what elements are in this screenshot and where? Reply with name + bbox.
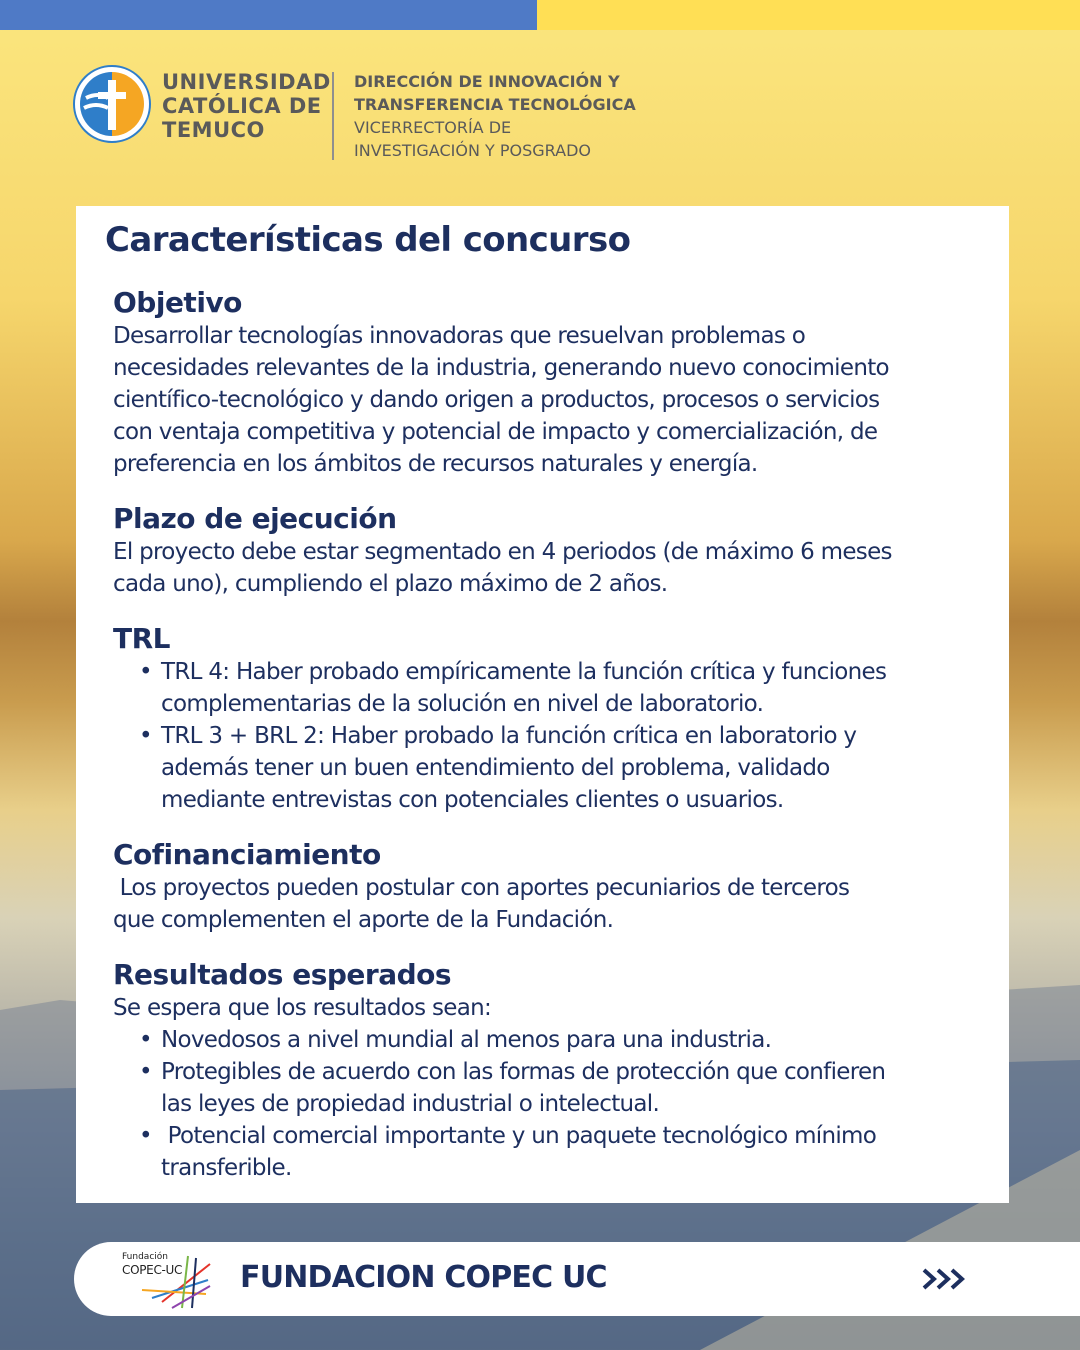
university-name-line-3: TEMUCO bbox=[162, 118, 265, 142]
cofinanciamiento-line: que complementen el aporte de la Fundación. bbox=[113, 907, 614, 933]
list-item-line: • Protegibles de acuerdo con las formas de protección que confieren bbox=[161, 1059, 886, 1085]
logo-small-text: Fundación bbox=[122, 1252, 168, 1262]
trl-list bbox=[113, 656, 983, 816]
cofinanciamiento-text bbox=[113, 872, 983, 936]
objetivo-line: necesidades relevantes de la industria, generando nuevo conocimiento bbox=[113, 355, 889, 381]
university-name bbox=[162, 70, 332, 142]
fundacion-copec-logo bbox=[122, 1250, 212, 1310]
department-line-1: DIRECCIÓN DE INNOVACIÓN Y bbox=[354, 72, 620, 91]
objetivo-line: Desarrollar tecnologías innovadoras que resuelvan problemas o bbox=[113, 323, 806, 349]
plazo-line: cada uno), cumpliendo el plazo máximo de 2 años. bbox=[113, 571, 668, 597]
triple-chevron-right-icon[interactable] bbox=[922, 1266, 968, 1292]
list-item-line: • TRL 3 + BRL 2: Haber probado la función crítica en laboratorio y bbox=[161, 723, 857, 749]
content-card bbox=[76, 206, 1009, 1203]
footer-banner[interactable] bbox=[74, 1242, 1080, 1316]
plazo-line: El proyecto debe estar segmentado en 4 periodos (de máximo 6 meses bbox=[113, 539, 892, 565]
section-heading-trl: TRL bbox=[113, 622, 171, 655]
university-logo bbox=[72, 64, 152, 144]
resultados-intro-line: Se espera que los resultados sean: bbox=[113, 995, 492, 1021]
university-name-line-1: UNIVERSIDAD bbox=[162, 70, 331, 94]
list-item-line: mediante entrevistas con potenciales clientes o usuarios. bbox=[161, 787, 784, 813]
objetivo-line: con ventaja competitiva y potencial de impacto y comercialización, de bbox=[113, 419, 878, 445]
list-item-line: complementarias de la solución en nivel de laboratorio. bbox=[161, 691, 764, 717]
card-content bbox=[113, 286, 983, 1184]
list-item-line: • Potencial comercial importante y un paquete tecnológico mínimo bbox=[161, 1123, 877, 1149]
resultados-list bbox=[113, 1024, 983, 1184]
header-divider bbox=[332, 72, 334, 160]
list-item-line: transferible. bbox=[161, 1155, 292, 1181]
objetivo-line: científico-tecnológico y dando origen a productos, procesos o servicios bbox=[113, 387, 880, 413]
card-title: Características del concurso bbox=[105, 220, 631, 260]
list-item-line: además tener un buen entendimiento del problema, validado bbox=[161, 755, 830, 781]
section-heading-resultados: Resultados esperados bbox=[113, 958, 452, 991]
objetivo-text bbox=[113, 320, 983, 480]
list-item bbox=[113, 1120, 983, 1184]
list-item-line: las leyes de propiedad industrial o intelectual. bbox=[161, 1091, 660, 1117]
logo-big-text: COPEC-UC bbox=[122, 1263, 183, 1277]
vicerrectoria-line-2: INVESTIGACIÓN Y POSGRADO bbox=[354, 141, 591, 160]
section-heading-plazo: Plazo de ejecución bbox=[113, 502, 397, 535]
list-item bbox=[113, 656, 983, 720]
cofinanciamiento-line: Los proyectos pueden postular con aportes pecuniarios de terceros bbox=[113, 875, 850, 901]
footer-title: FUNDACION COPEC UC bbox=[240, 1260, 607, 1295]
list-item-line: • Novedosos a nivel mundial al menos para una industria. bbox=[161, 1027, 772, 1053]
plazo-text bbox=[113, 536, 983, 600]
list-item-line: • TRL 4: Haber probado empíricamente la función crítica y funciones bbox=[161, 659, 887, 685]
university-name-line-2: CATÓLICA DE bbox=[162, 94, 322, 118]
objetivo-line: preferencia en los ámbitos de recursos naturales y energía. bbox=[113, 451, 758, 477]
section-heading-objetivo: Objetivo bbox=[113, 286, 242, 319]
department-name bbox=[354, 70, 674, 162]
list-item bbox=[113, 1056, 983, 1120]
vicerrectoria-line-1: VICERRECTORÍA DE bbox=[354, 118, 512, 137]
department-line-2: TRANSFERENCIA TECNOLÓGICA bbox=[354, 95, 636, 114]
resultados-intro bbox=[113, 992, 983, 1024]
list-item bbox=[113, 1024, 983, 1056]
list-item bbox=[113, 720, 983, 816]
section-heading-cofinanciamiento: Cofinanciamiento bbox=[113, 838, 381, 871]
